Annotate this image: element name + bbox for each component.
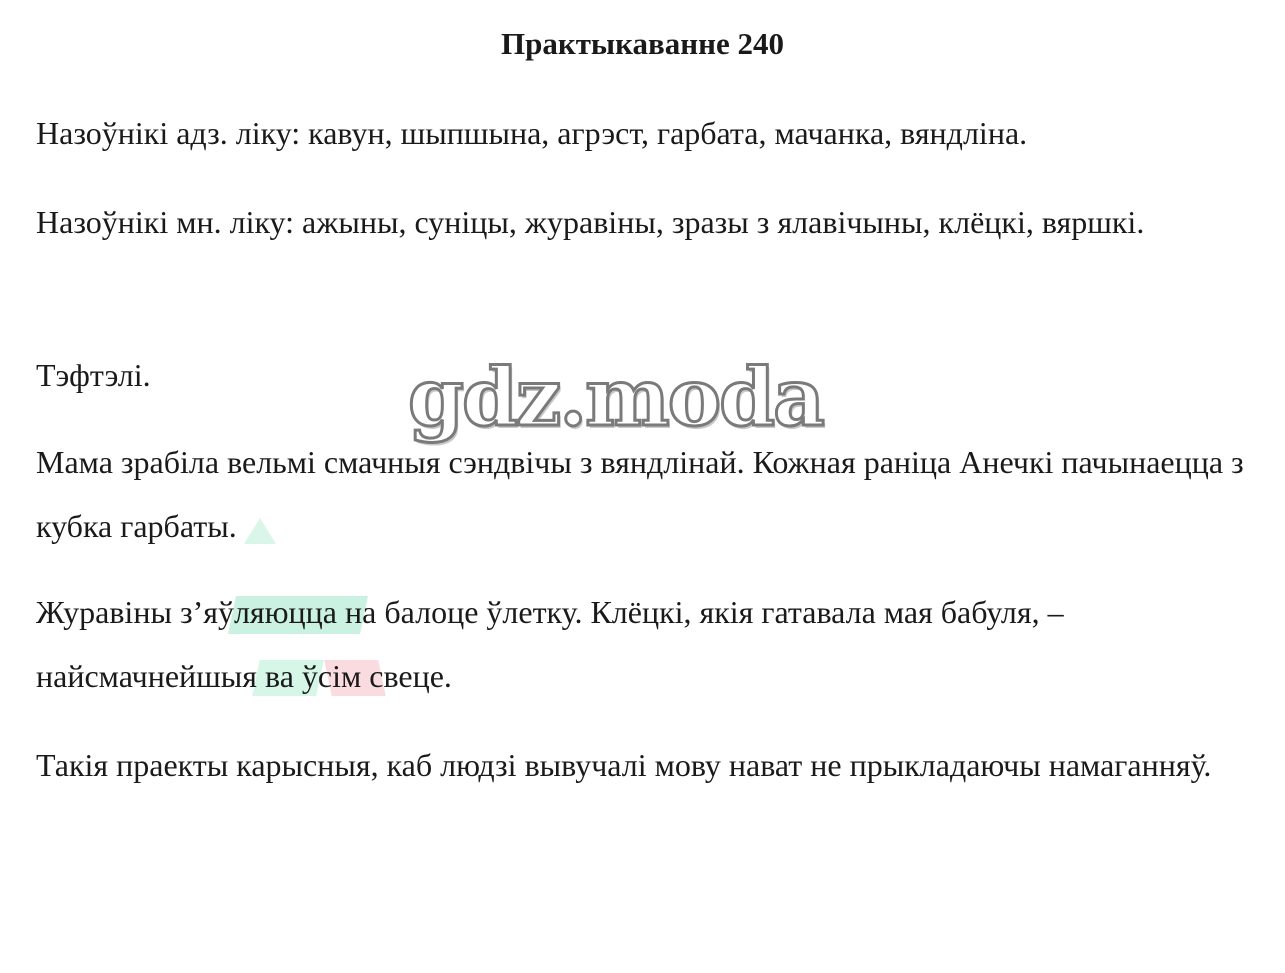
exercise-title: Практыкаванне 240 — [500, 26, 784, 61]
watermark-logo: gdz.moda — [408, 350, 823, 444]
paragraph-sentences-1: Мама зрабіла вельмі смачныя сэндвічы з вяндлінай. Кожная раніца Анечкі пачынаецца з кубка гарбаты. — [36, 444, 1244, 544]
paragraph-plural-nouns: Назоўнікі мн. ліку: ажыны, суніцы, журавіны, зразы з ялавічыны, клёцкі, вяршкі. — [36, 204, 1145, 240]
paragraph-conclusion: Такія праекты карысныя, каб людзі вывучалі мову нават не прыкладаючы намаганняў. — [36, 747, 1212, 783]
paragraph-singular-nouns: Назоўнікі адз. ліку: кавун, шыпшына, агрэст, гарбата, мачанка, вяндліна. — [36, 115, 1028, 151]
paragraph-sentences-2: Журавіны з’яўляюцца на балоце ўлетку. Клёцкі, якія гатавала мая бабуля, – найсмачнейшыя ва ўсім свеце. — [36, 594, 1064, 694]
paragraph-meatballs: Тэфтэлі. — [36, 357, 151, 393]
